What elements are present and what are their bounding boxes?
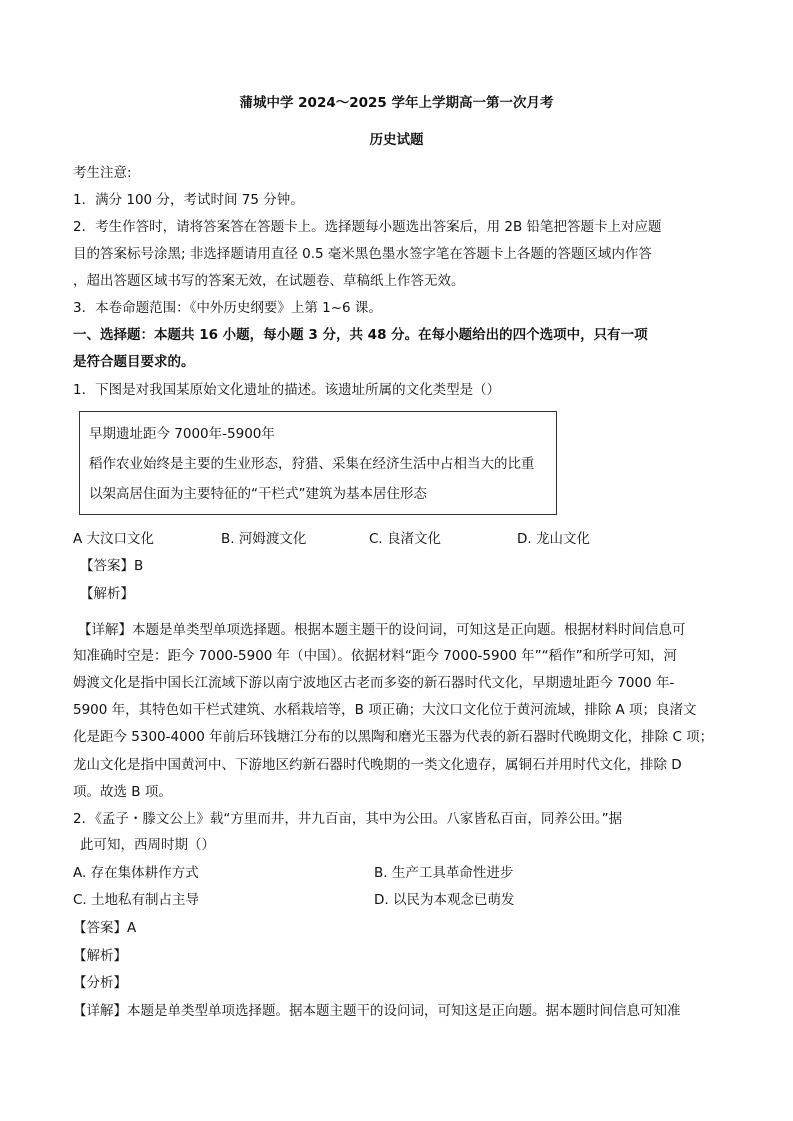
q1-stem: 1．下图是对我国某原始文化遗址的描述。该遗址所属的文化类型是（） <box>73 382 501 398</box>
notes-heading: 考生注意: <box>73 165 132 181</box>
note-2-line-2: 目的答案标号涂黑; 非选择题请用直径 0.5 毫米黑色墨水签字笔在答题卡上各题的答题区域内作答 <box>73 246 652 262</box>
q2-stem-line-2: 此可知，西周时期（） <box>80 837 215 853</box>
q2-detail-line-1: 【详解】本题是单类型单项选择题。据本题主题干的设问词，可知这是正向题。据本题时间信息可知准 <box>73 1003 681 1019</box>
note-1: 1．满分 100 分，考试时间 75 分钟。 <box>73 192 304 208</box>
q2-fenxi-label: 【分析】 <box>73 975 127 991</box>
note-2-line-3: ，超出答题区域书写的答案无效，在试题卷、草稿纸上作答无效。 <box>73 273 465 289</box>
exam-title: 蒲城中学 2024～2025 学年上学期高一第一次月考 <box>239 95 554 111</box>
q2-analysis-label: 【解析】 <box>73 948 127 964</box>
q1-option-b: B. 河姆渡文化 <box>221 531 307 547</box>
q1-analysis-label: 【解析】 <box>80 586 134 602</box>
q1-box-line-2: 稻作农业始终是主要的生业形态，狩猎、采集在经济生活中占相当大的比重 <box>89 456 535 472</box>
q1-detail-line-2: 知准确时空是：距今 7000-5900 年（中国）。依据材料“距今 7000-5900 年”“稻作”和所学可知，河 <box>73 648 678 664</box>
note-3: 3．本卷命题范围：《中外历史纲要》上第 1~6 课。 <box>73 300 382 316</box>
q1-answer: 【答案】B <box>80 558 144 574</box>
q2-option-b: B. 生产工具革命性进步 <box>374 865 514 881</box>
q2-stem-line-1: 2．《孟子・滕文公上》载“方里而井，井九百亩，其中为公田。八家皆私百亩，同养公田。”据 <box>73 811 623 827</box>
q1-material-box <box>79 411 557 515</box>
q1-box-line-3: 以架高居住面为主要特征的“干栏式”建筑为基本居住形态 <box>89 486 427 502</box>
q1-detail-line-7: 项。故选 B 项。 <box>73 784 172 800</box>
q1-option-c: C. 良渚文化 <box>369 531 442 547</box>
q2-option-c: C. 土地私有制占主导 <box>73 892 200 908</box>
q1-detail-line-1: 【详解】本题是单类型单项选择题。根据本题主题干的设问词，可知这是正向题。根据材料时间信息可 <box>78 622 686 638</box>
q1-detail-line-6: 龙山文化是指中国黄河中、下游地区约新石器时代晚期的一类文化遗存，属铜石并用时代文化，排除 D <box>73 757 682 773</box>
section-heading-line-1: 一、选择题：本题共 16 小题，每小题 3 分，共 48 分。在每小题给出的四个选项中，只有一项 <box>73 327 648 343</box>
q1-box-line-1: 早期遗址距今 7000年-5900年 <box>89 426 275 442</box>
section-heading-line-2: 是符合题目要求的。 <box>73 354 195 370</box>
exam-subtitle: 历史试题 <box>369 132 424 148</box>
q1-detail-line-5: 化是距今 5300-4000 年前后环钱塘江分布的以黑陶和磨光玉器为代表的新石器时代晚期文化，排除 C 项； <box>73 729 714 745</box>
q2-answer: 【答案】A <box>73 920 137 936</box>
note-2-line-1: 2．考生作答时，请将答案答在答题卡上。选择题每小题选出答案后，用 2B 铅笔把答题卡上对应题 <box>73 219 662 235</box>
q2-option-a: A. 存在集体耕作方式 <box>73 865 199 881</box>
q1-option-a: A 大汶口文化 <box>73 531 155 547</box>
q1-detail-line-3: 姆渡文化是指中国长江流域下游以南宁波地区古老而多姿的新石器时代文化，早期遗址距今 7000 年- <box>73 675 675 691</box>
q2-option-d: D. 以民为本观念已萌发 <box>374 892 515 908</box>
q1-option-d: D. 龙山文化 <box>517 531 590 547</box>
q1-detail-line-4: 5900 年，其特色如干栏式建筑、水稻栽培等，B 项正确；大汶口文化位于黄河流域，排除 A 项；良渚文 <box>73 702 697 718</box>
